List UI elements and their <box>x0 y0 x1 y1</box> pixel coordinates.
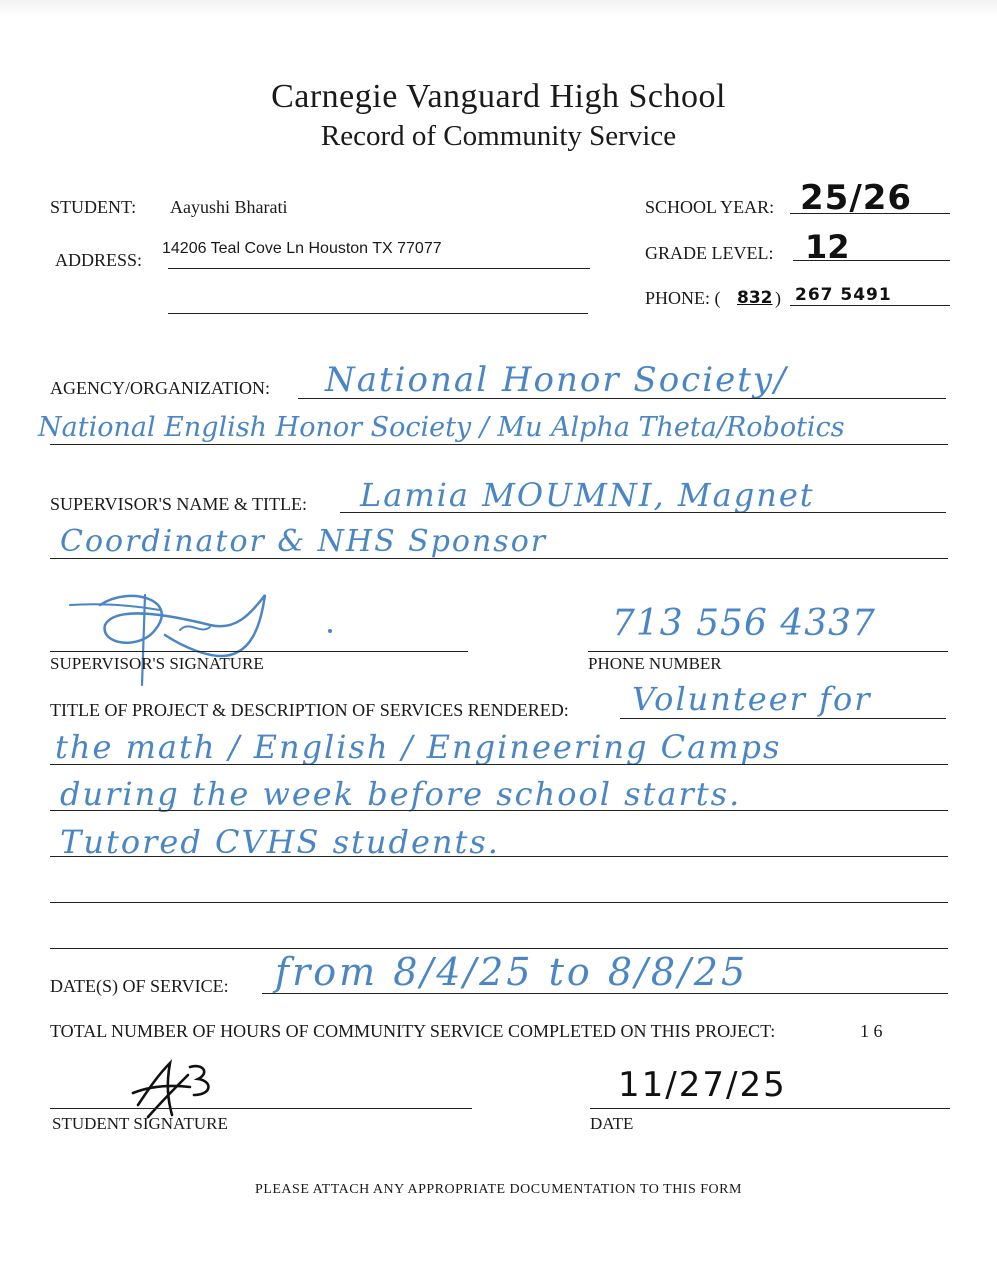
project-line4-value[interactable]: Tutored CVHS students. <box>60 823 500 861</box>
phone-area-code-value[interactable]: 832 <box>737 288 773 308</box>
total-hours-value[interactable]: 1 6 <box>860 1021 883 1041</box>
supervisor-name-line2-underline <box>50 558 948 559</box>
agency-line2-underline <box>50 444 948 445</box>
agency-line1-value[interactable]: National Honor Society/ <box>325 360 788 400</box>
grade-level-value[interactable]: 12 <box>805 228 850 266</box>
project-line3-underline <box>50 810 948 811</box>
project-line4-underline <box>50 856 948 857</box>
project-line2-value[interactable]: the math / English / Engineering Camps <box>55 728 782 766</box>
grade-level-underline <box>793 260 950 261</box>
agency-label: AGENCY/ORGANIZATION: <box>50 378 270 398</box>
school-year-value[interactable]: 25/26 <box>800 178 913 218</box>
address-line1-value[interactable]: 14206 Teal Cove Ln Houston TX 77077 <box>162 240 442 257</box>
dates-label: DATE(S) OF SERVICE: <box>50 976 229 996</box>
supervisor-name-label: SUPERVISOR'S NAME & TITLE: <box>50 494 307 514</box>
date-line <box>590 1108 950 1109</box>
student-signature-line <box>50 1108 472 1109</box>
project-line2-underline <box>50 764 948 765</box>
page-top-shadow <box>0 0 997 18</box>
supervisor-name-line1-underline <box>340 512 946 513</box>
project-line1-value[interactable]: Volunteer for <box>632 680 872 718</box>
dates-value[interactable]: from 8/4/25 to 8/8/25 <box>275 950 749 994</box>
student-name-value[interactable]: Aayushi Bharati <box>170 197 288 217</box>
supervisor-name-line2-value[interactable]: Coordinator & NHS Sponsor <box>60 524 548 559</box>
form-title: Record of Community Service <box>320 120 677 152</box>
phone-label: PHONE: ( <box>645 288 721 308</box>
phone-underline <box>790 305 950 306</box>
date-label: DATE <box>590 1114 634 1133</box>
supervisor-name-line1-value[interactable]: Lamia MOUMNI, Magnet <box>360 476 815 514</box>
project-label: TITLE OF PROJECT & DESCRIPTION OF SERVICES RENDERED: <box>50 700 569 720</box>
agency-line1-underline <box>298 398 946 399</box>
phone-close-paren: ) <box>775 288 781 308</box>
dates-underline <box>262 993 948 994</box>
total-hours-label: TOTAL NUMBER OF HOURS OF COMMUNITY SERVICE COMPLETED ON THIS PROJECT: <box>50 1021 776 1041</box>
student-signature-label: STUDENT SIGNATURE <box>52 1114 228 1133</box>
grade-level-label: GRADE LEVEL: <box>645 243 774 263</box>
address-line1-underline <box>168 268 590 269</box>
project-line5-underline <box>50 902 948 903</box>
supervisor-signature-line <box>50 651 468 652</box>
school-name: Carnegie Vanguard High School <box>271 78 726 115</box>
school-year-underline <box>790 213 950 214</box>
supervisor-phone-line <box>588 651 948 652</box>
footer-note: PLEASE ATTACH ANY APPROPRIATE DOCUMENTATION TO THIS FORM <box>255 1182 742 1197</box>
school-year-label: SCHOOL YEAR: <box>645 197 775 217</box>
address-label: ADDRESS: <box>55 250 143 270</box>
student-label: STUDENT: <box>50 197 137 217</box>
phone-number-value[interactable]: 267 5491 <box>795 285 892 305</box>
agency-line2-value[interactable]: National English Honor Society / Mu Alpha Theta/Robotics <box>38 412 845 443</box>
project-line1-underline <box>620 718 946 719</box>
date-value[interactable]: 11/27/25 <box>618 1065 787 1105</box>
supervisor-phone-label: PHONE NUMBER <box>588 654 722 673</box>
address-line2-underline <box>168 313 588 314</box>
project-line6-underline <box>50 948 948 949</box>
supervisor-signature-label: SUPERVISOR'S SIGNATURE <box>50 654 264 673</box>
supervisor-phone-value[interactable]: 713 556 4337 <box>612 603 876 644</box>
project-line3-value[interactable]: during the week before school starts. <box>60 775 742 813</box>
